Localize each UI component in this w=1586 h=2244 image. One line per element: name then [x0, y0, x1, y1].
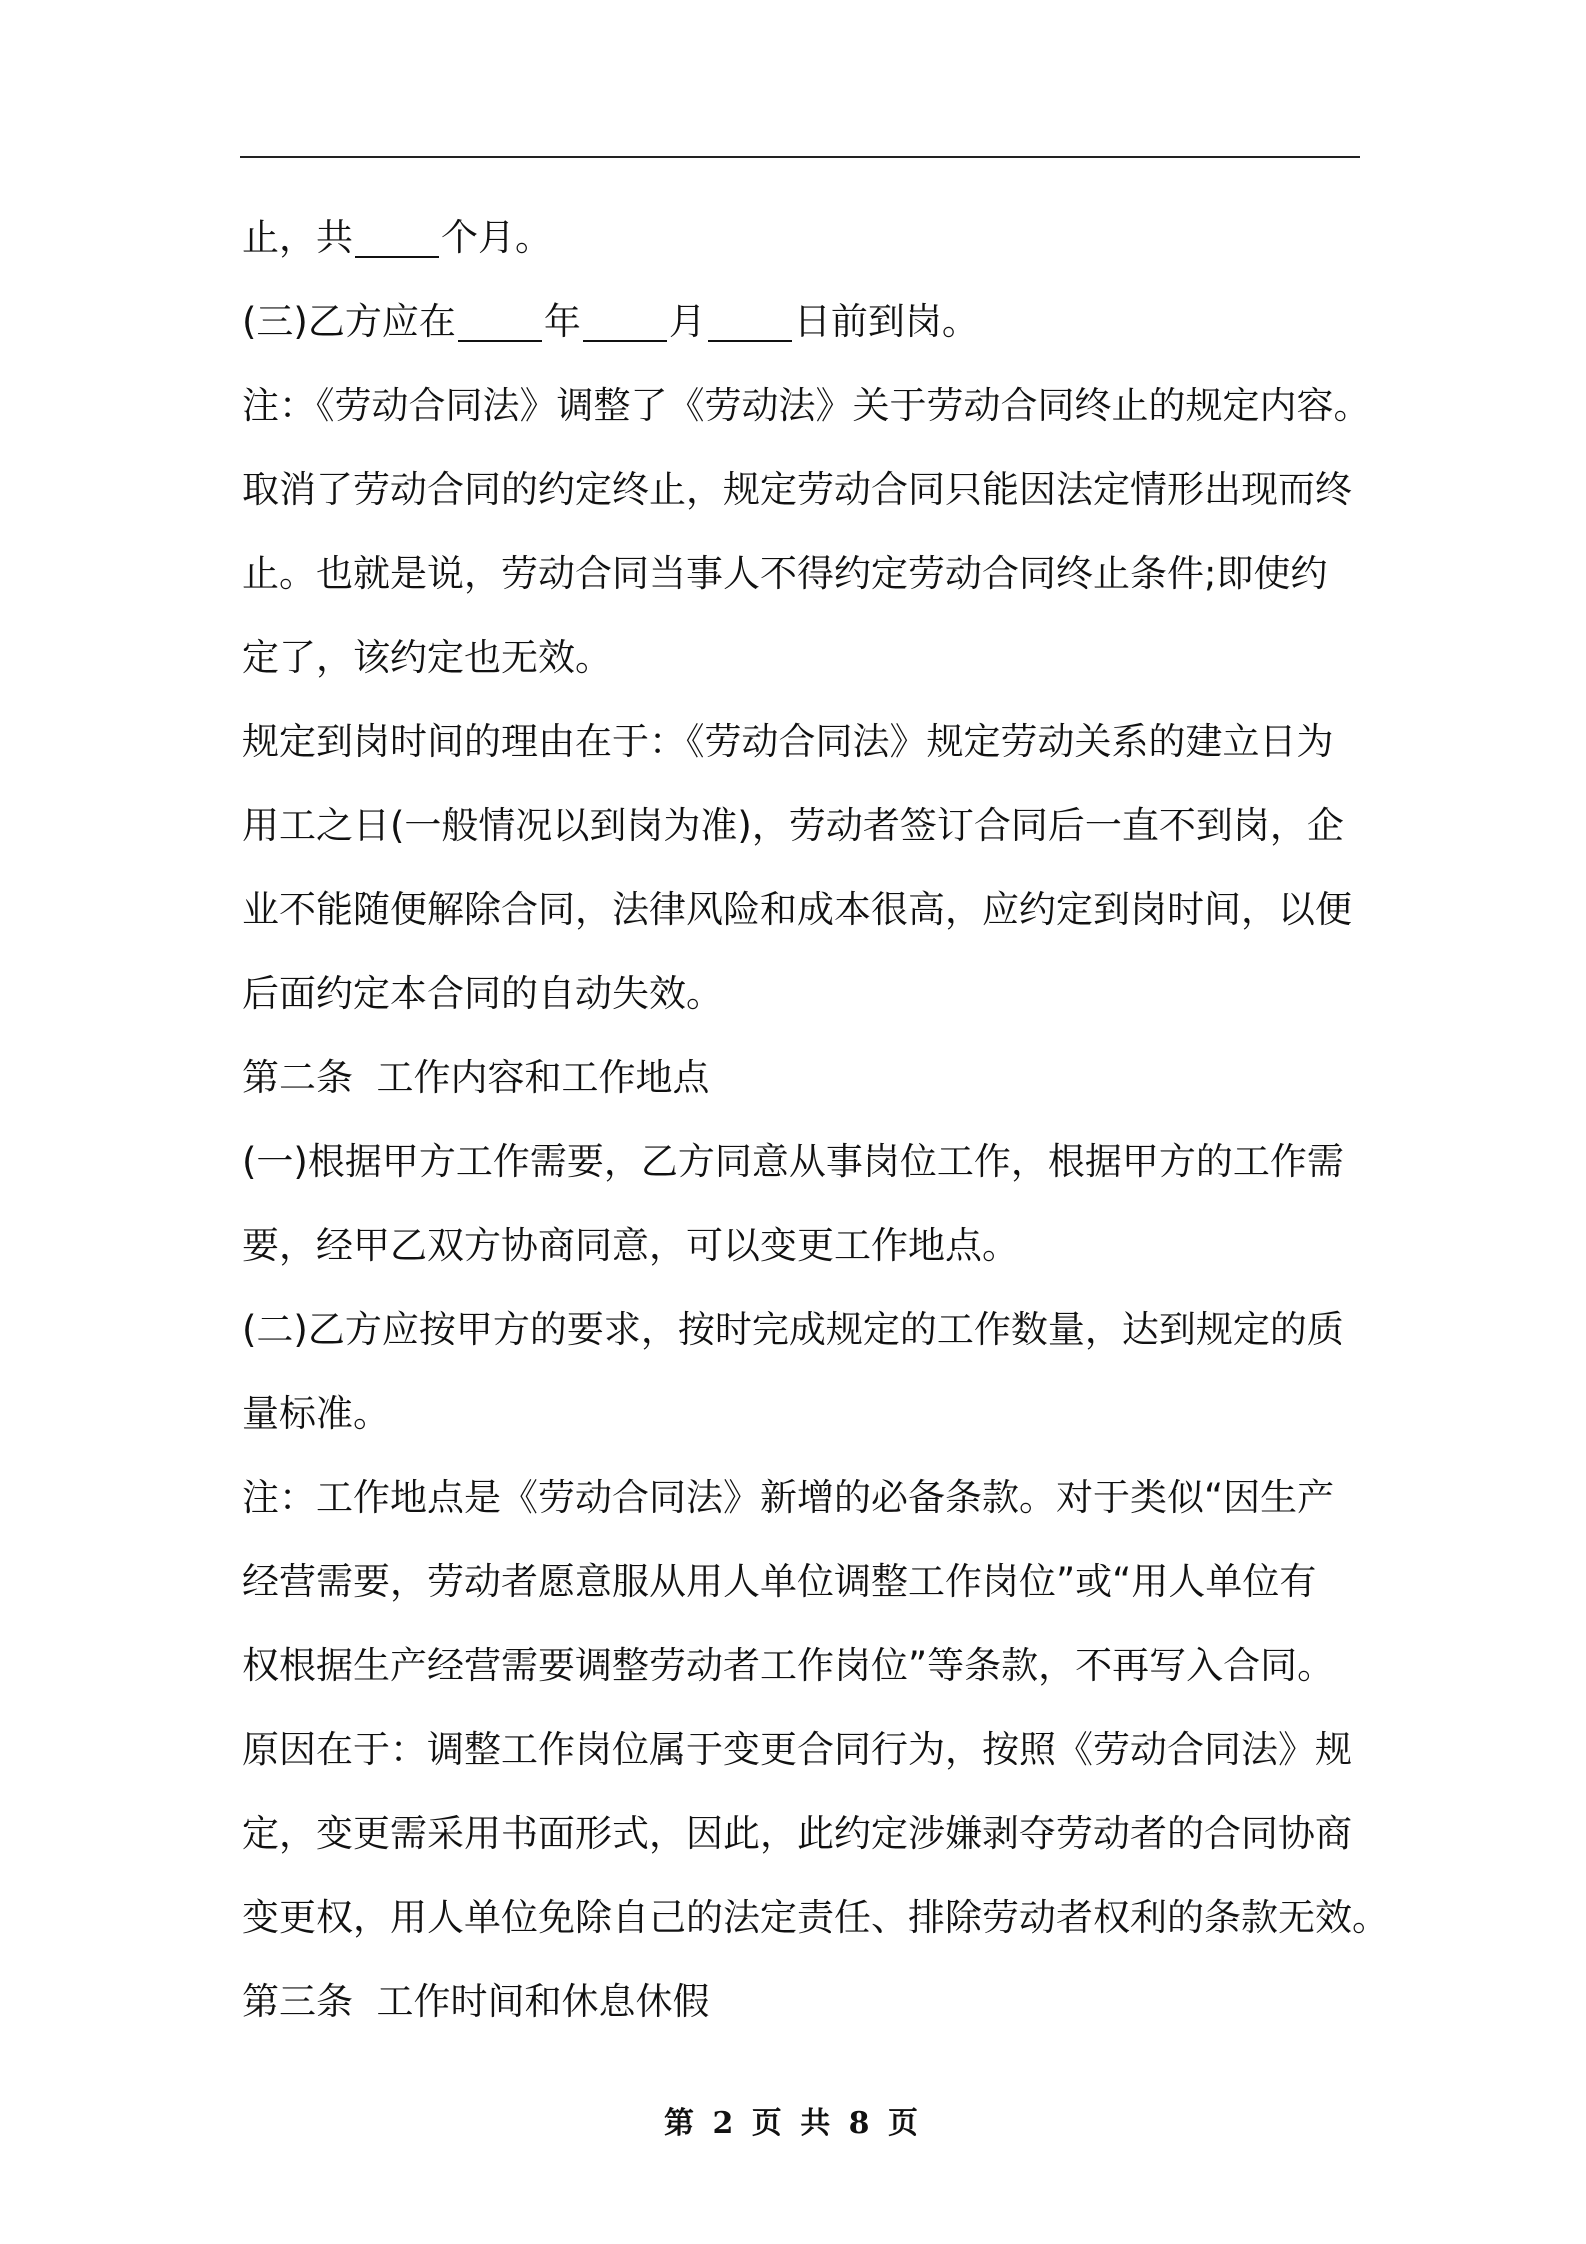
article-heading: 第三条 工作时间和休息休假: [242, 1980, 710, 2023]
fill-in-blank: [355, 220, 439, 258]
text-line: (一)根据甲方工作需要，乙方同意从事岗位工作，根据甲方的工作需: [242, 1140, 1344, 1183]
text-line: 经营需要，劳动者愿意服从用人单位调整工作岗位”或“用人单位有: [242, 1560, 1317, 1603]
text-line: 量标准。: [242, 1392, 390, 1435]
text-line: (二)乙方应按甲方的要求，按时完成规定的工作数量，达到规定的质: [242, 1308, 1344, 1351]
text-line: 原因在于：调整工作岗位属于变更合同行为，按照《劳动合同法》规: [242, 1728, 1352, 1771]
fill-in-blank: [708, 304, 792, 342]
text-line: (三)乙方应在 年 月 日前到岗。: [242, 300, 979, 343]
page-number-footer: 第 2 页 共 8 页: [664, 2106, 922, 2141]
article-heading: 第二条 工作内容和工作地点: [242, 1056, 710, 1099]
body-text: [242, 196, 1389, 2044]
header-rule: [240, 156, 1360, 158]
text-line: 取消了劳动合同的约定终止，规定劳动合同只能因法定情形出现而终: [242, 468, 1352, 511]
text-line: 定，变更需采用书面形式，因此，此约定涉嫌剥夺劳动者的合同协商: [242, 1812, 1352, 1855]
text-line: 注：《劳动合同法》调整了《劳动法》关于劳动合同终止的规定内容。: [242, 384, 1371, 427]
text-line: 变更权，用人单位免除自己的法定责任、排除劳动者权利的条款无效。: [242, 1896, 1389, 1939]
text-line: 业不能随便解除合同，法律风险和成本很高，应约定到岗时间，以便: [242, 888, 1352, 931]
text-line: 权根据生产经营需要调整劳动者工作岗位”等条款，不再写入合同。: [242, 1644, 1335, 1687]
fill-in-blank: [458, 304, 542, 342]
text-line: 止。也就是说，劳动合同当事人不得约定劳动合同终止条件;即使约: [242, 552, 1328, 595]
fill-in-blank: [583, 304, 667, 342]
text-line: 止，共 个月。: [242, 216, 552, 259]
text-line: 用工之日(一般情况以到岗为准)，劳动者签订合同后一直不到岗，企: [242, 804, 1344, 847]
text-line: 规定到岗时间的理由在于：《劳动合同法》规定劳动关系的建立日为: [242, 720, 1334, 763]
text-line: 定了，该约定也无效。: [242, 636, 612, 679]
text-line: 注：工作地点是《劳动合同法》新增的必备条款。对于类似“因生产: [242, 1476, 1335, 1519]
text-line: 要，经甲乙双方协商同意，可以变更工作地点。: [242, 1224, 1019, 1267]
text-line: 后面约定本合同的自动失效。: [242, 972, 723, 1015]
